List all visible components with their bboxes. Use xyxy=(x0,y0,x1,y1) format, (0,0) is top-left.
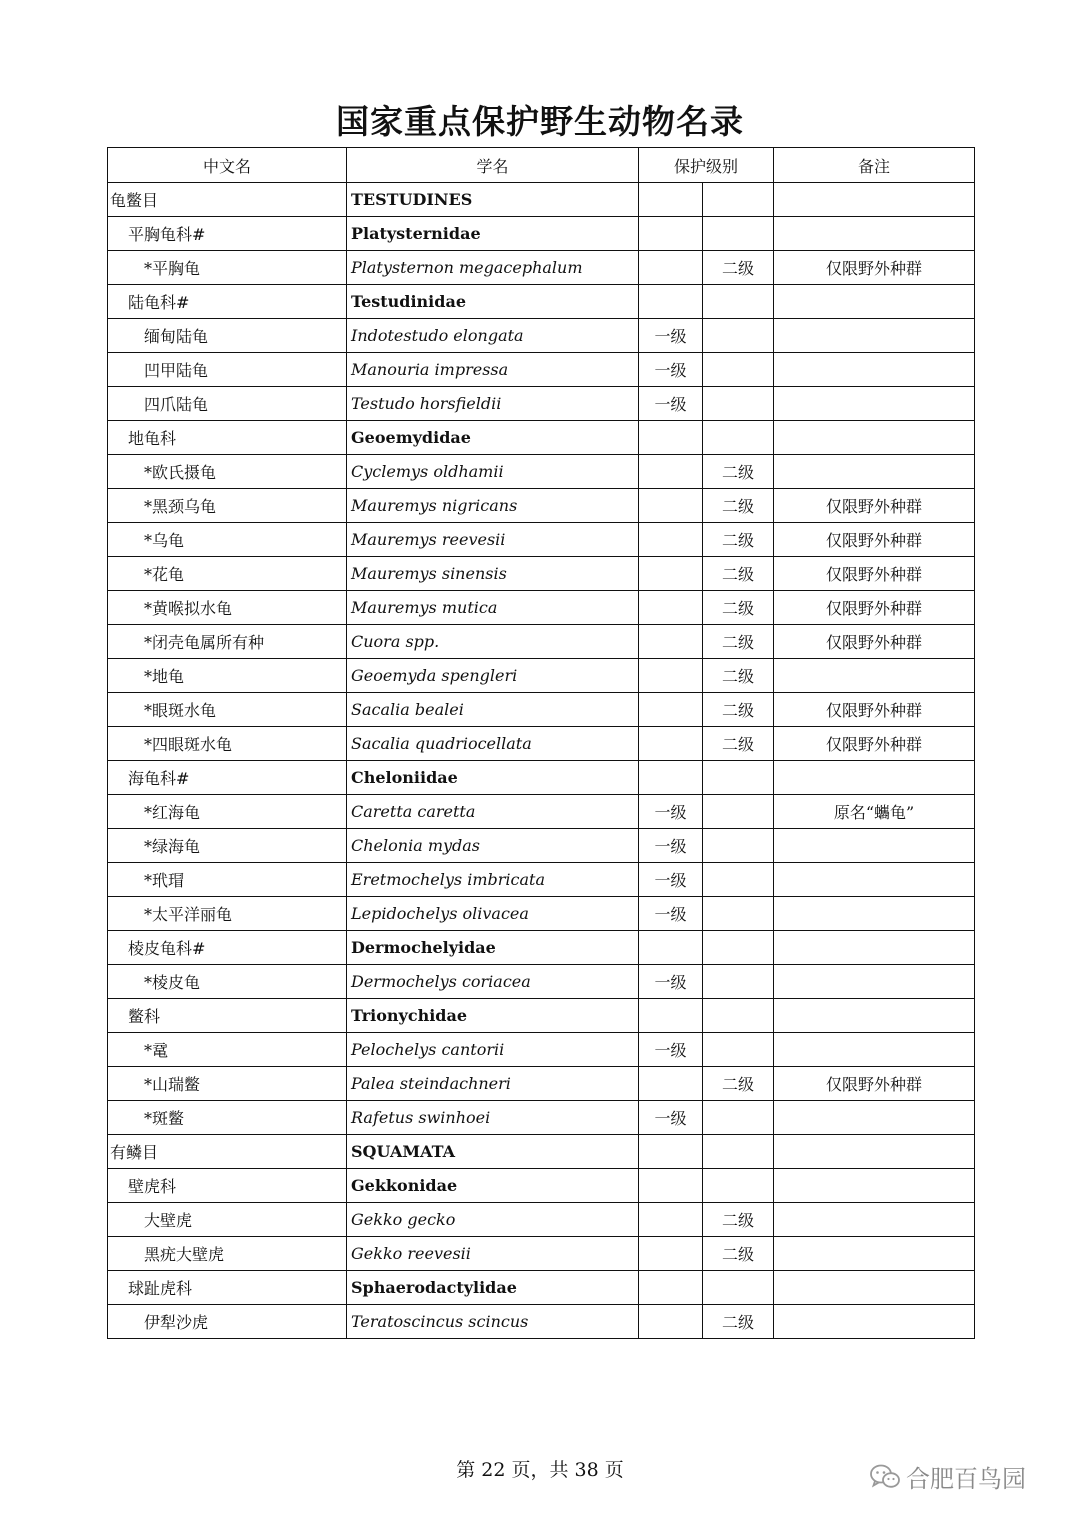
chinese-name-cell: 有鳞目 xyxy=(108,1135,347,1169)
chinese-name-cell: *鼋 xyxy=(108,1033,347,1067)
grade-one-cell xyxy=(639,1271,703,1305)
table-row xyxy=(108,761,975,795)
remarks-cell xyxy=(774,999,975,1033)
table-row xyxy=(108,523,975,557)
chinese-name-cell: 平胸龟科# xyxy=(108,217,347,251)
scientific-name-cell: Dermochelyidae xyxy=(347,931,639,965)
scientific-name-cell: Caretta caretta xyxy=(347,795,639,829)
chinese-name-cell: 海龟科# xyxy=(108,761,347,795)
scientific-name-cell: Gekkonidae xyxy=(347,1169,639,1203)
table-row xyxy=(108,1169,975,1203)
grade-one-cell xyxy=(639,1237,703,1271)
grade-two-cell xyxy=(703,353,774,387)
table-row xyxy=(108,693,975,727)
remarks-cell: 仅限野外种群 xyxy=(774,625,975,659)
scientific-name-cell: Platysternidae xyxy=(347,217,639,251)
grade-two-cell xyxy=(703,897,774,931)
remarks-cell: 原名“蠵龟” xyxy=(774,795,975,829)
chinese-name-cell: *山瑞鳖 xyxy=(108,1067,347,1101)
grade-two-cell xyxy=(703,999,774,1033)
table-row xyxy=(108,625,975,659)
remarks-cell: 仅限野外种群 xyxy=(774,523,975,557)
scientific-name-cell: Gekko reevesii xyxy=(347,1237,639,1271)
scientific-name-cell: Cyclemys oldhamii xyxy=(347,455,639,489)
table-row xyxy=(108,659,975,693)
grade-one-cell xyxy=(639,1169,703,1203)
scientific-name-cell: Platysternon megacephalum xyxy=(347,251,639,285)
chinese-name-cell: 鳖科 xyxy=(108,999,347,1033)
scientific-name-cell: SQUAMATA xyxy=(347,1135,639,1169)
table-row xyxy=(108,1271,975,1305)
remarks-cell: 仅限野外种群 xyxy=(774,557,975,591)
chinese-name-cell: *黄喉拟水龟 xyxy=(108,591,347,625)
grade-two-cell xyxy=(703,319,774,353)
chinese-name-cell: 地龟科 xyxy=(108,421,347,455)
remarks-cell xyxy=(774,183,975,217)
header-chinese-name: 中文名 xyxy=(108,148,347,183)
wechat-icon xyxy=(870,1464,900,1490)
table-row xyxy=(108,1067,975,1101)
grade-one-cell: 一级 xyxy=(639,353,703,387)
chinese-name-cell: *欧氏摄龟 xyxy=(108,455,347,489)
chinese-name-cell: *太平洋丽龟 xyxy=(108,897,347,931)
grade-one-cell xyxy=(639,659,703,693)
grade-one-cell xyxy=(639,523,703,557)
grade-one-cell xyxy=(639,557,703,591)
watermark xyxy=(870,1459,1026,1494)
table-row xyxy=(108,251,975,285)
grade-one-cell: 一级 xyxy=(639,387,703,421)
table-row xyxy=(108,1135,975,1169)
grade-one-cell xyxy=(639,251,703,285)
scientific-name-cell: Gekko gecko xyxy=(347,1203,639,1237)
grade-two-cell: 二级 xyxy=(703,1305,774,1339)
scientific-name-cell: Geoemydidae xyxy=(347,421,639,455)
chinese-name-cell: *斑鳖 xyxy=(108,1101,347,1135)
species-table xyxy=(107,147,975,1339)
grade-one-cell: 一级 xyxy=(639,1101,703,1135)
scientific-name-cell: Palea steindachneri xyxy=(347,1067,639,1101)
grade-one-cell: 一级 xyxy=(639,897,703,931)
remarks-cell xyxy=(774,1203,975,1237)
remarks-cell xyxy=(774,897,975,931)
chinese-name-cell: *玳瑁 xyxy=(108,863,347,897)
remarks-cell xyxy=(774,421,975,455)
scientific-name-cell: Rafetus swinhoei xyxy=(347,1101,639,1135)
scientific-name-cell: TESTUDINES xyxy=(347,183,639,217)
grade-two-cell xyxy=(703,863,774,897)
remarks-cell xyxy=(774,1033,975,1067)
grade-one-cell xyxy=(639,1067,703,1101)
grade-two-cell xyxy=(703,285,774,319)
chinese-name-cell: 黑疣大壁虎 xyxy=(108,1237,347,1271)
grade-two-cell: 二级 xyxy=(703,489,774,523)
chinese-name-cell: *四眼斑水龟 xyxy=(108,727,347,761)
table-row xyxy=(108,285,975,319)
grade-two-cell: 二级 xyxy=(703,727,774,761)
remarks-cell xyxy=(774,1305,975,1339)
grade-two-cell xyxy=(703,421,774,455)
table-row xyxy=(108,897,975,931)
remarks-cell: 仅限野外种群 xyxy=(774,251,975,285)
remarks-cell: 仅限野外种群 xyxy=(774,1067,975,1101)
grade-two-cell xyxy=(703,829,774,863)
remarks-cell xyxy=(774,659,975,693)
table-row xyxy=(108,931,975,965)
grade-two-cell: 二级 xyxy=(703,659,774,693)
table-row xyxy=(108,319,975,353)
chinese-name-cell: 四爪陆龟 xyxy=(108,387,347,421)
remarks-cell xyxy=(774,1271,975,1305)
grade-one-cell xyxy=(639,285,703,319)
grade-one-cell xyxy=(639,693,703,727)
chinese-name-cell: 伊犁沙虎 xyxy=(108,1305,347,1339)
grade-one-cell: 一级 xyxy=(639,1033,703,1067)
table-row xyxy=(108,1305,975,1339)
grade-two-cell xyxy=(703,931,774,965)
chinese-name-cell: 棱皮龟科# xyxy=(108,931,347,965)
table-row xyxy=(108,1033,975,1067)
scientific-name-cell: Mauremys nigricans xyxy=(347,489,639,523)
grade-one-cell: 一级 xyxy=(639,965,703,999)
table-row xyxy=(108,1203,975,1237)
header-scientific-name: 学名 xyxy=(347,148,639,183)
grade-one-cell xyxy=(639,183,703,217)
chinese-name-cell: *棱皮龟 xyxy=(108,965,347,999)
table-row xyxy=(108,183,975,217)
grade-two-cell: 二级 xyxy=(703,1067,774,1101)
scientific-name-cell: Sacalia bealei xyxy=(347,693,639,727)
scientific-name-cell: Geoemyda spengleri xyxy=(347,659,639,693)
grade-two-cell xyxy=(703,1271,774,1305)
remarks-cell xyxy=(774,761,975,795)
chinese-name-cell: *花龟 xyxy=(108,557,347,591)
scientific-name-cell: Eretmochelys imbricata xyxy=(347,863,639,897)
grade-one-cell xyxy=(639,455,703,489)
table-row xyxy=(108,999,975,1033)
remarks-cell xyxy=(774,829,975,863)
grade-one-cell xyxy=(639,1305,703,1339)
grade-two-cell: 二级 xyxy=(703,251,774,285)
grade-one-cell xyxy=(639,591,703,625)
grade-two-cell xyxy=(703,1169,774,1203)
scientific-name-cell: Cheloniidae xyxy=(347,761,639,795)
grade-two-cell xyxy=(703,1135,774,1169)
scientific-name-cell: Testudo horsfieldii xyxy=(347,387,639,421)
grade-two-cell xyxy=(703,965,774,999)
grade-one-cell xyxy=(639,421,703,455)
grade-one-cell xyxy=(639,217,703,251)
grade-two-cell: 二级 xyxy=(703,557,774,591)
grade-two-cell: 二级 xyxy=(703,455,774,489)
grade-two-cell: 二级 xyxy=(703,693,774,727)
grade-one-cell xyxy=(639,999,703,1033)
chinese-name-cell: 壁虎科 xyxy=(108,1169,347,1203)
scientific-name-cell: Cuora spp. xyxy=(347,625,639,659)
page-title: 国家重点保护野生动物名录 xyxy=(336,102,744,141)
remarks-cell: 仅限野外种群 xyxy=(774,727,975,761)
header-protection-level: 保护级别 xyxy=(639,148,774,183)
table-row xyxy=(108,591,975,625)
chinese-name-cell: *闭壳龟属所有种 xyxy=(108,625,347,659)
grade-one-cell xyxy=(639,727,703,761)
remarks-cell xyxy=(774,1237,975,1271)
table-row xyxy=(108,353,975,387)
scientific-name-cell: Sphaerodactylidae xyxy=(347,1271,639,1305)
table-row xyxy=(108,1237,975,1271)
remarks-cell xyxy=(774,319,975,353)
table-row xyxy=(108,863,975,897)
chinese-name-cell: *绿海龟 xyxy=(108,829,347,863)
remarks-cell: 仅限野外种群 xyxy=(774,693,975,727)
remarks-cell: 仅限野外种群 xyxy=(774,489,975,523)
chinese-name-cell: 球趾虎科 xyxy=(108,1271,347,1305)
table-row xyxy=(108,421,975,455)
watermark-text: 合肥百鸟园 xyxy=(906,1465,1026,1493)
remarks-cell xyxy=(774,285,975,319)
page-number: 第 22 页，共 38 页 xyxy=(456,1459,624,1481)
grade-one-cell xyxy=(639,1203,703,1237)
table-row xyxy=(108,727,975,761)
grade-two-cell: 二级 xyxy=(703,1237,774,1271)
table-row xyxy=(108,455,975,489)
table-row xyxy=(108,1101,975,1135)
grade-two-cell: 二级 xyxy=(703,625,774,659)
remarks-cell xyxy=(774,1101,975,1135)
scientific-name-cell: Testudinidae xyxy=(347,285,639,319)
grade-one-cell xyxy=(639,625,703,659)
table-row xyxy=(108,965,975,999)
grade-one-cell xyxy=(639,1135,703,1169)
remarks-cell xyxy=(774,455,975,489)
table-header-row xyxy=(108,148,975,183)
table-row xyxy=(108,829,975,863)
grade-two-cell: 二级 xyxy=(703,523,774,557)
grade-one-cell: 一级 xyxy=(639,863,703,897)
scientific-name-cell: Dermochelys coriacea xyxy=(347,965,639,999)
grade-two-cell: 二级 xyxy=(703,1203,774,1237)
chinese-name-cell: *乌龟 xyxy=(108,523,347,557)
scientific-name-cell: Chelonia mydas xyxy=(347,829,639,863)
grade-two-cell xyxy=(703,217,774,251)
chinese-name-cell: 大壁虎 xyxy=(108,1203,347,1237)
remarks-cell: 仅限野外种群 xyxy=(774,591,975,625)
grade-one-cell: 一级 xyxy=(639,795,703,829)
chinese-name-cell: 陆龟科# xyxy=(108,285,347,319)
grade-one-cell xyxy=(639,489,703,523)
scientific-name-cell: Mauremys mutica xyxy=(347,591,639,625)
scientific-name-cell: Pelochelys cantorii xyxy=(347,1033,639,1067)
grade-two-cell xyxy=(703,795,774,829)
grade-one-cell: 一级 xyxy=(639,829,703,863)
grade-two-cell xyxy=(703,761,774,795)
chinese-name-cell: *平胸龟 xyxy=(108,251,347,285)
scientific-name-cell: Lepidochelys olivacea xyxy=(347,897,639,931)
chinese-name-cell: *黑颈乌龟 xyxy=(108,489,347,523)
table-row xyxy=(108,387,975,421)
chinese-name-cell: *眼斑水龟 xyxy=(108,693,347,727)
remarks-cell xyxy=(774,217,975,251)
chinese-name-cell: 凹甲陆龟 xyxy=(108,353,347,387)
grade-one-cell xyxy=(639,931,703,965)
table-row xyxy=(108,489,975,523)
remarks-cell xyxy=(774,863,975,897)
remarks-cell xyxy=(774,387,975,421)
header-remarks: 备注 xyxy=(774,148,975,183)
remarks-cell xyxy=(774,931,975,965)
chinese-name-cell: 缅甸陆龟 xyxy=(108,319,347,353)
remarks-cell xyxy=(774,1135,975,1169)
grade-one-cell: 一级 xyxy=(639,319,703,353)
scientific-name-cell: Mauremys sinensis xyxy=(347,557,639,591)
grade-two-cell: 二级 xyxy=(703,591,774,625)
chinese-name-cell: 龟鳖目 xyxy=(108,183,347,217)
table-row xyxy=(108,557,975,591)
grade-two-cell xyxy=(703,1101,774,1135)
grade-two-cell xyxy=(703,387,774,421)
grade-one-cell xyxy=(639,761,703,795)
scientific-name-cell: Indotestudo elongata xyxy=(347,319,639,353)
scientific-name-cell: Teratoscincus scincus xyxy=(347,1305,639,1339)
scientific-name-cell: Manouria impressa xyxy=(347,353,639,387)
table-row xyxy=(108,217,975,251)
remarks-cell xyxy=(774,965,975,999)
chinese-name-cell: *红海龟 xyxy=(108,795,347,829)
scientific-name-cell: Mauremys reevesii xyxy=(347,523,639,557)
scientific-name-cell: Sacalia quadriocellata xyxy=(347,727,639,761)
remarks-cell xyxy=(774,1169,975,1203)
chinese-name-cell: *地龟 xyxy=(108,659,347,693)
grade-two-cell xyxy=(703,1033,774,1067)
remarks-cell xyxy=(774,353,975,387)
table-row xyxy=(108,795,975,829)
scientific-name-cell: Trionychidae xyxy=(347,999,639,1033)
grade-two-cell xyxy=(703,183,774,217)
